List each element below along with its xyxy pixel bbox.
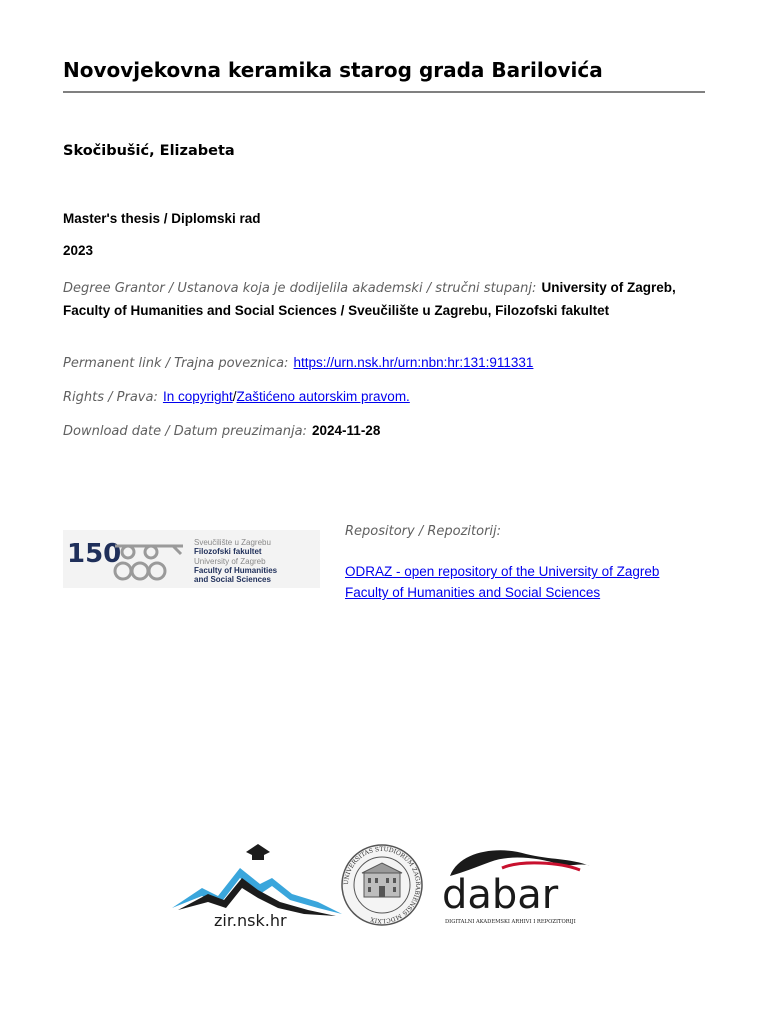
university-seal bbox=[340, 843, 424, 927]
ff-logo-number: 150 bbox=[67, 539, 122, 569]
repository-label: Repository / Repozitorij: bbox=[345, 524, 502, 539]
degree-grantor bbox=[63, 277, 703, 321]
grantor-value: University of Zagreb, Faculty of Humanities and Social Sciences / Sveučilište u Zagrebu, Filozofski fakultet bbox=[63, 280, 676, 318]
download-date bbox=[63, 420, 380, 439]
download-date-value: 2024-11-28 bbox=[312, 423, 381, 438]
ff-logo-line4: Faculty of Humanities bbox=[194, 566, 278, 575]
dabar-logo-text: dabar bbox=[442, 872, 559, 918]
in-copyright-link[interactable]: In copyright bbox=[162, 389, 233, 404]
seal-text: UNIVERSITAS STUDIORUM ZAGRABIENSIS MDCLXIX bbox=[342, 845, 422, 925]
dabar-logo bbox=[440, 840, 605, 928]
faculty-150-logo-graphic bbox=[63, 530, 320, 588]
rights bbox=[63, 386, 410, 405]
permanent-link bbox=[63, 352, 533, 371]
faculty-logo bbox=[63, 530, 320, 588]
rights-separator: / bbox=[232, 389, 237, 404]
zir-logo-text: zir.nsk.hr bbox=[214, 911, 287, 930]
permalink-label: Permanent link / Trajna poveznica: bbox=[63, 356, 289, 371]
ff-logo-line3: University of Zagreb bbox=[194, 557, 266, 566]
dabar-tagline: DIGITALNI AKADEMSKI ARHIVI I REPOZITORIJI bbox=[445, 919, 576, 925]
rights-label: Rights / Prava: bbox=[63, 390, 158, 405]
grantor-label: Degree Grantor / Ustanova koja je dodijelila akademski / stručni stupanj: bbox=[63, 281, 537, 296]
document-year: 2023 bbox=[63, 243, 94, 258]
document-type: Master's thesis / Diplomski rad bbox=[63, 211, 261, 226]
document-title: Novovjekovna keramika starog grada Barilovića bbox=[63, 58, 603, 82]
download-date-label: Download date / Datum preuzimanja: bbox=[63, 424, 307, 439]
ff-logo-line1: Sveučilište u Zagrebu bbox=[194, 538, 271, 547]
repository-link[interactable]: ODRAZ - open repository of the University of Zagreb Faculty of Humanities and Social Sciences bbox=[345, 564, 660, 600]
author-name: Skočibušić, Elizabeta bbox=[63, 143, 235, 159]
ff-logo-line2: Filozofski fakultet bbox=[194, 547, 262, 556]
ff-logo-line5: and Social Sciences bbox=[194, 575, 271, 584]
zasticeno-link[interactable]: Zaštićeno autorskim pravom. bbox=[236, 389, 410, 404]
title-divider bbox=[63, 91, 705, 93]
permalink-url-link[interactable]: https://urn.nsk.hr/urn:nbn:hr:131:911331 bbox=[293, 355, 534, 370]
repository-link-block bbox=[345, 561, 685, 603]
zir-nsk-logo bbox=[168, 838, 344, 934]
